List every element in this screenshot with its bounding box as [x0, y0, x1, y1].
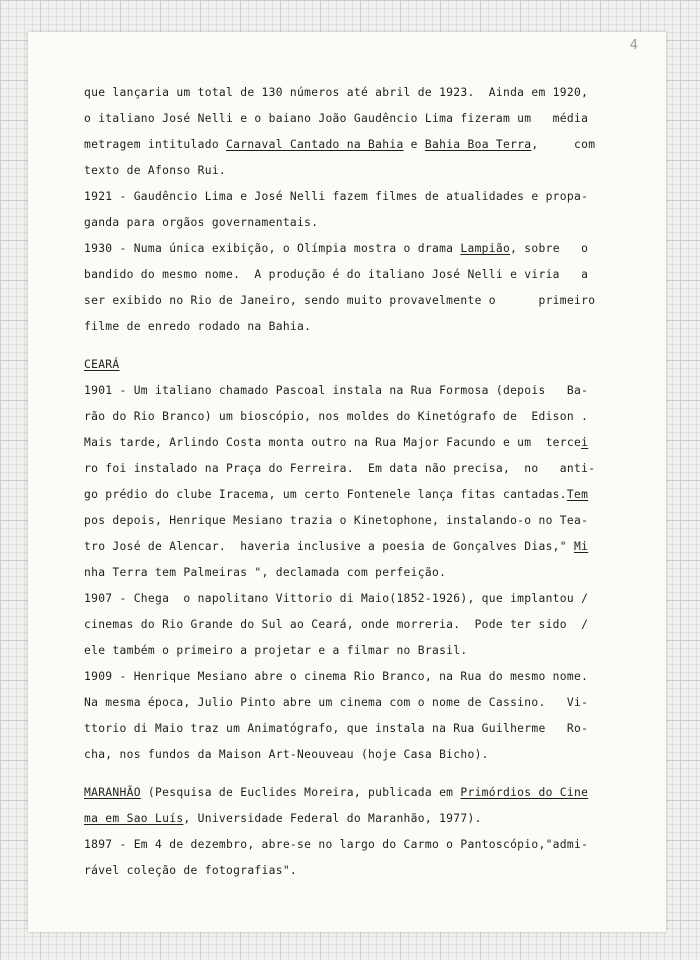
typed-page: [28, 32, 666, 932]
text-segment: o italiano José Nelli e o baiano João Gaudêncio Lima fizeram um média: [84, 112, 589, 125]
text-line: [84, 262, 636, 288]
text-segment: 1897 - Em 4 de dezembro, abre-se no largo do Carmo o Pantoscópio,"admi-: [84, 838, 589, 851]
text-segment: Mais tarde, Arlindo Costa monta outro na Rua Major Facundo e um terce: [84, 436, 582, 449]
text-segment: e: [403, 138, 425, 151]
text-line: [84, 106, 636, 132]
text-line: [84, 508, 636, 534]
underlined-text: Tem: [566, 488, 589, 501]
text-segment: , Universidade Federal do Maranhão, 1977).: [183, 812, 482, 825]
text-segment: ganda para orgãos governamentais.: [84, 216, 319, 229]
text-segment: (Pesquisa de Euclides Moreira, publicada em: [140, 786, 461, 799]
text-line: [84, 482, 636, 508]
text-segment: pos depois, Henrique Mesiano trazia o Kinetophone, instalando-o no Tea-: [84, 514, 589, 527]
underlined-text: Primórdios do Cine: [460, 786, 589, 799]
typed-body-text: [84, 80, 636, 884]
underlined-text: ma em Sao Luís: [84, 812, 184, 825]
text-segment: ser exibido no Rio de Janeiro, sendo muito provavelmente o primeiro: [84, 294, 596, 307]
text-line: [84, 314, 636, 340]
text-line: [84, 404, 636, 430]
text-segment: 1909 - Henrique Mesiano abre o cinema Rio Branco, na Rua do mesmo nome.: [84, 670, 589, 683]
underlined-text: Mi: [574, 540, 589, 553]
underlined-text: CEARÁ: [84, 358, 120, 371]
underlined-text: Bahia Boa Terra: [424, 138, 532, 151]
text-line: [84, 780, 636, 806]
text-line: [84, 832, 636, 858]
text-segment: rável coleção de fotografias".: [84, 864, 298, 877]
underlined-text: Lampião: [460, 242, 511, 255]
text-line: [84, 664, 636, 690]
text-segment: 1901 - Um italiano chamado Pascoal instala na Rua Formosa (depois Ba-: [84, 384, 589, 397]
text-line: [84, 612, 636, 638]
text-line: [84, 378, 636, 404]
text-segment: cha, nos fundos da Maison Art-Neouveau (hoje Casa Bicho).: [84, 748, 489, 761]
text-line: [84, 352, 636, 378]
text-segment: metragem intitulado: [84, 138, 227, 151]
text-segment: cinemas do Rio Grande do Sul ao Ceará, onde morreria. Pode ter sido /: [84, 618, 589, 631]
text-segment: , com: [531, 138, 596, 151]
text-line: [84, 184, 636, 210]
text-line: [84, 742, 636, 768]
text-segment: tro José de Alencar. haveria inclusive a poesia de Gonçalves Dias,": [84, 540, 574, 553]
text-segment: que lançaria um total de 130 números até abril de 1923. Ainda em 1920,: [84, 86, 589, 99]
text-segment: texto de Afonso Rui.: [84, 164, 227, 177]
text-segment: rão do Rio Branco) um bioscópio, nos moldes do Kinetógrafo de Edison .: [84, 410, 589, 423]
text-segment: ro foi instalado na Praça do Ferreira. Em data não precisa, no anti-: [84, 462, 596, 475]
text-line: [84, 288, 636, 314]
text-segment: , sobre o: [510, 242, 589, 255]
text-line: [84, 80, 636, 106]
text-line: [84, 132, 636, 158]
text-line: [84, 806, 636, 832]
text-segment: 1921 - Gaudêncio Lima e José Nelli fazem filmes de atualidades e propa-: [84, 190, 589, 203]
page-number-mark: 4: [629, 38, 638, 53]
text-segment: 1907 - Chega o napolitano Vittorio di Maio(1852-1926), que implantou /: [84, 592, 589, 605]
text-line: [84, 456, 636, 482]
text-line: [84, 430, 636, 456]
section-gap: [84, 768, 636, 780]
text-line: [84, 210, 636, 236]
text-line: [84, 586, 636, 612]
text-line: [84, 560, 636, 586]
text-segment: ttorio di Maio traz um Animatógrafo, que instala na Rua Guilherme Ro-: [84, 722, 589, 735]
text-segment: bandido do mesmo nome. A produção é do italiano José Nelli e viria a: [84, 268, 589, 281]
text-line: [84, 716, 636, 742]
text-line: [84, 236, 636, 262]
underlined-text: Carnaval Cantado na Bahia: [226, 138, 404, 151]
text-line: [84, 638, 636, 664]
text-segment: filme de enredo rodado na Bahia.: [84, 320, 312, 333]
section-gap: [84, 340, 636, 352]
text-line: [84, 858, 636, 884]
text-line: [84, 534, 636, 560]
text-segment: ele também o primeiro a projetar e a filmar no Brasil.: [84, 644, 468, 657]
text-segment: nha Terra tem Palmeiras ", declamada com perfeição.: [84, 566, 447, 579]
text-line: [84, 158, 636, 184]
underlined-text: MARANHÃO: [84, 786, 141, 799]
underlined-text: i: [581, 436, 589, 449]
text-line: [84, 690, 636, 716]
text-segment: go prédio do clube Iracema, um certo Fontenele lança fitas cantadas.: [84, 488, 567, 501]
text-segment: Na mesma época, Julio Pinto abre um cinema com o nome de Cassino. Vi-: [84, 696, 589, 709]
text-segment: 1930 - Numa única exibição, o Olímpia mostra o drama: [84, 242, 461, 255]
